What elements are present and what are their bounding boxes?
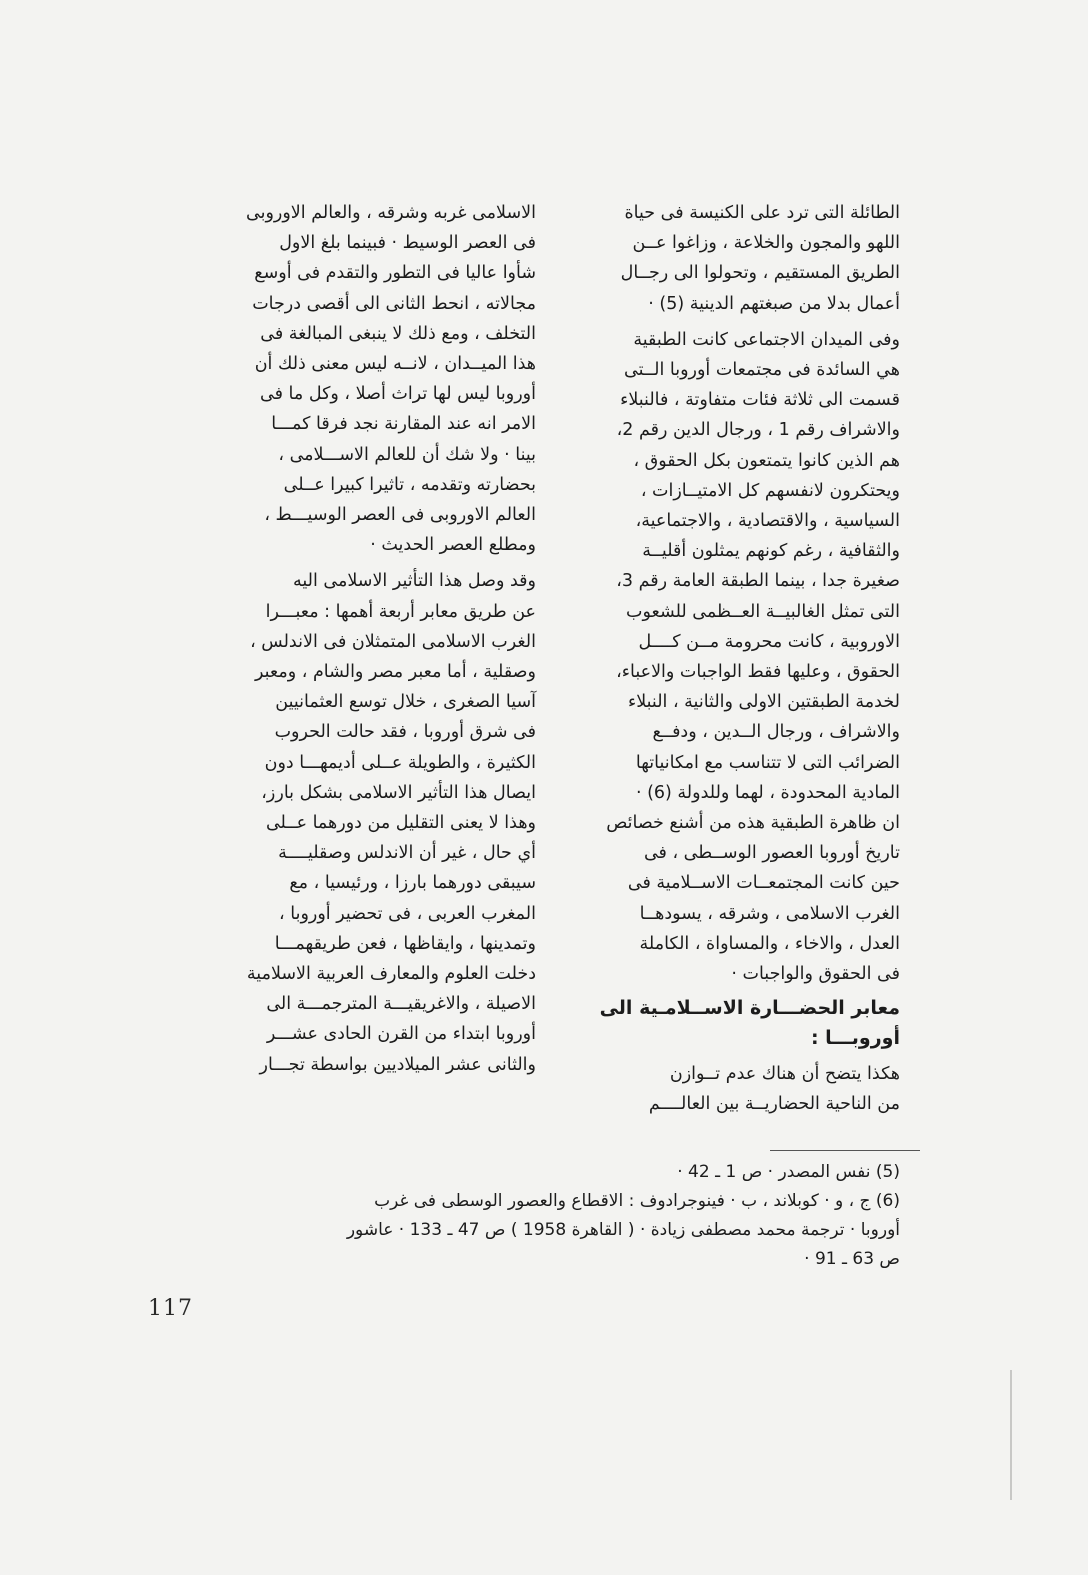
right-text-column xyxy=(548,198,900,1120)
text-line: مجالاته ، انحط الثانى الى أقصى درجات xyxy=(252,293,536,314)
text-line: أوروبا ليس لها تراث أصلا ، وكل ما فى xyxy=(260,384,536,405)
text-line: فى الحقوق والواجبات · xyxy=(731,964,900,985)
text-line: فى العصر الوسيط · فبينما بلغ الاول xyxy=(279,233,536,254)
text-line: ايصال هذا التأثير الاسلامى بشكل بارز، xyxy=(261,782,536,803)
footnote-5: (5) نفس المصدر · ص 1 ـ 42 · xyxy=(677,1162,900,1182)
text-line: الحقوق ، وعليها فقط الواجبات والاعباء، xyxy=(616,662,900,683)
text-line: الاسلامى غربه وشرقه ، والعالم الاوروبى xyxy=(246,203,536,223)
text-line: الكثيرة ، والطويلة عــلى أديمهـــا دون xyxy=(264,752,536,773)
text-line: وتمدينها ، وايقاظها ، فعن طريقهمـــا xyxy=(274,933,536,954)
footnote-6-cont: أوروبا · ترجمة محمد مصطفى زيادة · ( القاهرة 1958 ) ص 47 ـ 133 · عاشور xyxy=(346,1220,900,1240)
heading-line: أوروبـــا : xyxy=(810,1027,900,1050)
text-line: دخلت العلوم والمعارف العربية الاسلامية xyxy=(246,964,536,985)
text-line: الاصيلة ، والاغريقيـــة المترجمـــة الى xyxy=(266,994,536,1015)
text-line: قسمت الى ثلاثة فئات متفاوتة ، فالنبلاء xyxy=(620,390,900,411)
text-line: هكذا يتضح أن هناك عدم تــوازن xyxy=(669,1064,900,1085)
footnote-6: (6) ج ، و · كوبلاند ، ب · فينوجرادوف : الاقطاع والعصور الوسطى فى غرب xyxy=(374,1191,900,1211)
text-line: والثانى عشر الميلاديين بواسطة تجـــار xyxy=(259,1054,536,1075)
heading-line: معابر الحضـــارة الاســلامـية الى xyxy=(599,997,900,1020)
paragraph-church-wealth xyxy=(548,198,900,319)
text-line: والاشراف رقم 1 ، ورجال الدين رقم 2، xyxy=(616,420,900,441)
text-line: أي حال ، غير أن الاندلس وصقليــــة xyxy=(278,843,536,864)
text-line: الطائلة التى ترد على الكنيسة فى حياة xyxy=(624,203,900,223)
text-line: أوروبا ابتداء من القرن الحادى عشـــر xyxy=(266,1024,536,1045)
margin-shadow xyxy=(1010,1370,1012,1500)
text-line: التخلف ، ومع ذلك لا ينبغى المبالغة فى xyxy=(260,323,536,344)
text-line: هذا الميــدان ، لانــه ليس معنى ذلك أن xyxy=(254,354,536,375)
text-line: صغيرة جدا ، بينما الطبقة العامة رقم 3، xyxy=(616,571,900,592)
paragraph-east-west xyxy=(184,198,536,560)
text-line: اللهو والمجون والخلاعة ، وزاغوا عــن xyxy=(632,233,900,254)
text-line: الطريق المستقيم ، وتحولوا الى رجــال xyxy=(620,263,900,284)
text-line: ان ظاهرة الطبقية هذه من أشنع خصائص xyxy=(606,813,900,834)
text-line: لخدمة الطبقتين الاولى والثانية ، النبلاء xyxy=(627,692,900,713)
text-line: والثقافية ، رغم كونهم يمثلون أقليــة xyxy=(642,541,900,562)
text-line: من الناحية الحضاريــة بين العالــــم xyxy=(648,1094,900,1115)
text-line: وصقلية ، أما معبر مصر والشام ، ومعبر xyxy=(254,662,536,683)
text-line: حين كانت المجتمعــات الاســلامية فى xyxy=(627,873,900,894)
text-line: فى شرق أوروبا ، فقد حالت الحروب xyxy=(274,722,536,743)
section-heading xyxy=(548,993,900,1053)
text-line: وقد وصل هذا التأثير الاسلامى اليه xyxy=(292,571,536,592)
paragraph-imbalance xyxy=(548,1059,900,1119)
text-line: سيبقى دورهما بارزا ، ورئيسيا ، مع xyxy=(289,873,536,894)
text-line: ويحتكرون لانفسهم كل الامتيــازات ، xyxy=(640,480,900,501)
text-line: الغرب الاسلامى المتمثلان فى الاندلس ، xyxy=(250,631,536,652)
text-line: أعمال بدلا من صبغتهم الدينية (5) · xyxy=(648,293,900,314)
text-line: بحضارته وتقدمه ، تاثيرا كبيرا عــلى xyxy=(283,474,536,495)
text-line: هي السائدة فى مجتمعات أوروبا الــتى xyxy=(624,360,900,381)
text-line: الامر انه عند المقارنة نجد فرقا كمـــا xyxy=(271,414,536,435)
text-line: العدل ، والاخاء ، والمساواة ، الكاملة xyxy=(639,933,900,954)
footnote-divider xyxy=(770,1150,920,1151)
text-line: والاشراف ، ورجال الــدين ، ودفــع xyxy=(652,722,900,743)
paragraph-influence-routes xyxy=(184,566,536,1079)
text-line: المغرب العربى ، فى تحضير أوروبا ، xyxy=(279,903,536,924)
text-line: الغرب الاسلامى ، وشرقه ، يسودهــا xyxy=(639,903,900,924)
text-line: التى تمثل الغالبيــة العــظمى للشعوب xyxy=(626,601,900,622)
text-line: هم الذين كانوا يتمتعون بكل الحقوق ، xyxy=(633,450,900,471)
text-line: شأوا عاليا فى التطور والتقدم فى أوسع xyxy=(254,263,536,284)
text-line: ومطلع العصر الحديث · xyxy=(370,535,536,556)
text-line: العالم الاوروبى فى العصر الوسيـــط ، xyxy=(264,505,536,526)
left-text-column xyxy=(184,198,536,1080)
page-number: 117 xyxy=(148,1296,193,1321)
footnote-6-cont: ص 63 ـ 91 · xyxy=(804,1249,900,1269)
text-line: السياسية ، والاقتصادية ، والاجتماعية، xyxy=(635,511,900,532)
text-line: عن طريق معابر أربعة أهمها : معبـــرا xyxy=(265,601,536,622)
footnotes xyxy=(180,1158,900,1274)
text-line: المادية المحدودة ، لهما وللدولة (6) · xyxy=(635,782,900,803)
text-line: وفى الميدان الاجتماعى كانت الطبقية xyxy=(633,329,900,350)
text-line: بينا · ولا شك أن للعالم الاســـلامى ، xyxy=(278,444,536,465)
text-line: الضرائب التى لا تتناسب مع امكانياتها xyxy=(635,752,900,773)
text-line: الاوروبية ، كانت محرومة مــن كــــل xyxy=(638,631,900,652)
paragraph-social-classes xyxy=(548,325,900,989)
text-line: آسيا الصغرى ، خلال توسع العثمانيين xyxy=(275,692,536,713)
text-line: تاريخ أوروبا العصور الوســطى ، فى xyxy=(643,843,900,864)
text-line: وهذا لا يعنى التقليل من دورهما عــلى xyxy=(265,813,536,834)
